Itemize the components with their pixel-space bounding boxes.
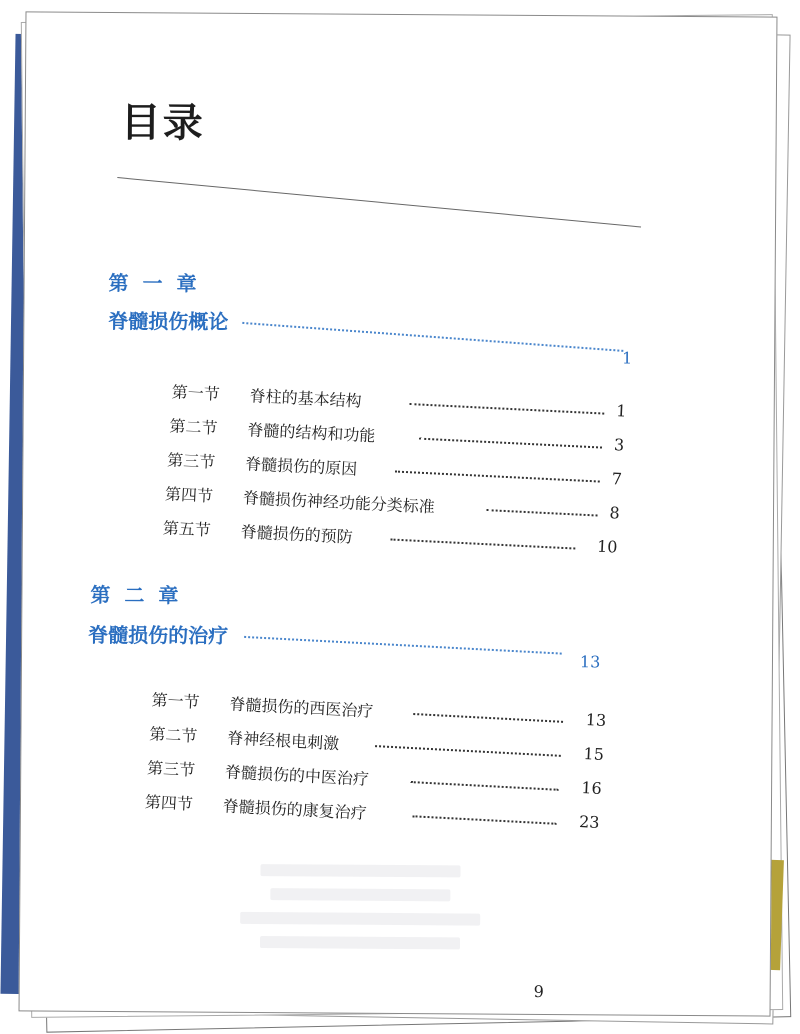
section-page-number: 3 bbox=[613, 435, 625, 455]
chapter-1-leader bbox=[242, 322, 623, 352]
page-title: 目录 bbox=[120, 100, 205, 147]
dot-leader bbox=[419, 438, 602, 449]
section-title: 脊髓损伤神经功能分类标准 bbox=[242, 488, 436, 517]
title-divider bbox=[117, 177, 641, 227]
section-page-number: 23 bbox=[578, 812, 600, 833]
chapter-2-title: 脊髓损伤的治疗 bbox=[88, 622, 229, 648]
chapter-1-page-number: 1 bbox=[622, 348, 633, 368]
section-number: 第三节 bbox=[166, 450, 216, 472]
section-number: 第四节 bbox=[144, 792, 194, 814]
section-page-number: 15 bbox=[583, 744, 605, 765]
section-number: 第三节 bbox=[146, 758, 196, 780]
section-number: 第四节 bbox=[164, 484, 214, 506]
dot-leader bbox=[395, 471, 600, 483]
section-page-number: 13 bbox=[585, 710, 607, 731]
show-through-text bbox=[260, 864, 521, 966]
chapter-2-page-number: 13 bbox=[579, 652, 601, 672]
dot-leader bbox=[487, 509, 598, 516]
section-page-number: 10 bbox=[596, 536, 618, 557]
dot-leader bbox=[375, 745, 561, 757]
section-page-number: 7 bbox=[611, 469, 623, 489]
toc-page bbox=[19, 11, 778, 1016]
chapter-2-label: 第二章 bbox=[90, 582, 193, 608]
section-number: 第一节 bbox=[151, 690, 201, 712]
dot-leader bbox=[390, 538, 575, 549]
chapter-1-title: 脊髓损伤概论 bbox=[108, 308, 229, 334]
section-title: 脊柱的基本结构 bbox=[249, 386, 363, 411]
section-page-number: 8 bbox=[609, 503, 621, 523]
dot-leader bbox=[409, 403, 604, 415]
section-title: 脊髓损伤的预防 bbox=[240, 522, 354, 547]
section-title: 脊髓损伤的康复治疗 bbox=[222, 796, 368, 823]
section-number: 第二节 bbox=[169, 416, 218, 438]
section-page-number: 1 bbox=[615, 401, 627, 421]
section-page-number: 16 bbox=[580, 778, 603, 799]
section-title: 脊髓的结构和功能 bbox=[246, 420, 376, 446]
section-title: 脊髓损伤的西医治疗 bbox=[229, 694, 374, 721]
section-number: 第五节 bbox=[162, 518, 212, 540]
section-title: 脊神经根电刺激 bbox=[226, 728, 340, 754]
dot-leader bbox=[411, 781, 559, 791]
dot-leader bbox=[413, 713, 563, 723]
section-number: 第二节 bbox=[148, 724, 198, 746]
chapter-1-label: 第一章 bbox=[108, 270, 211, 296]
dot-leader bbox=[412, 815, 556, 825]
section-title: 脊髓损伤的中医治疗 bbox=[224, 762, 370, 789]
section-title: 脊髓损伤的原因 bbox=[244, 454, 358, 479]
chapter-2-leader bbox=[244, 636, 562, 655]
page-number: 9 bbox=[533, 981, 544, 1002]
section-number: 第一节 bbox=[171, 382, 221, 404]
